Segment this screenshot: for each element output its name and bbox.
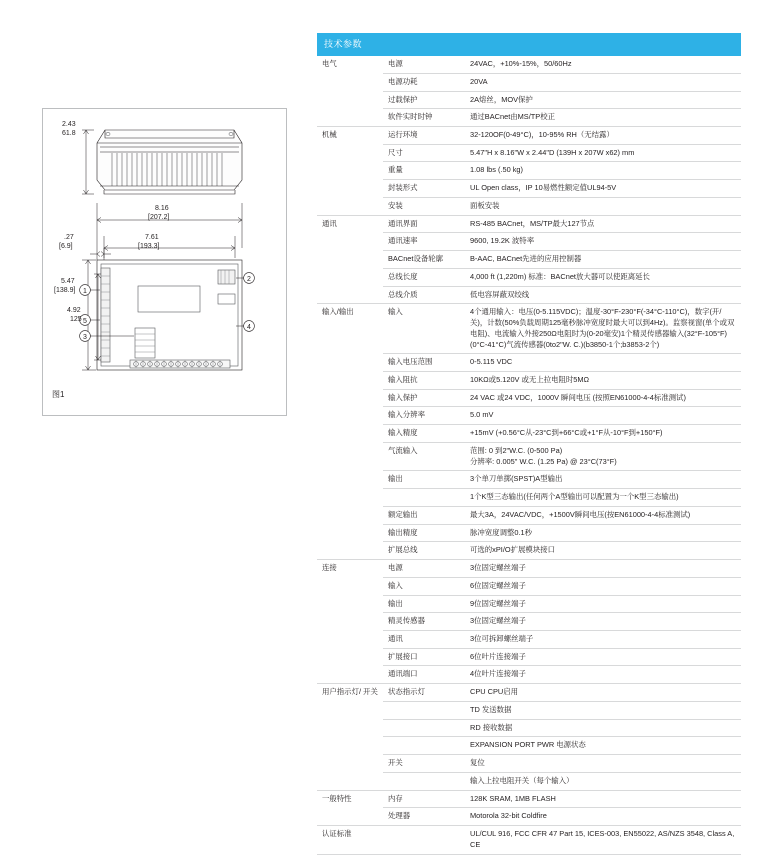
spec-subcategory-cell: 总线长度 bbox=[383, 268, 465, 286]
spec-value-cell: 20VA bbox=[465, 73, 741, 91]
spec-subcategory-cell bbox=[383, 719, 465, 737]
spec-subcategory-cell: 安装 bbox=[383, 197, 465, 215]
spec-value-cell: 10KΩ或5.120V 或无上拉电阻时5MΩ bbox=[465, 372, 741, 390]
spec-category-cell: 通讯 bbox=[317, 215, 383, 304]
spec-value-cell: 32-120OF(0-49°C)，10-95% RH（无结露） bbox=[465, 126, 741, 144]
spec-subcategory-cell: 通讯速率 bbox=[383, 233, 465, 251]
dim-label-138-9: [138.9] bbox=[54, 287, 76, 294]
spec-value-cell: Motorola 32-bit Coldfire bbox=[465, 808, 741, 826]
spec-value-cell: 4,000 ft (1,220m) 标准：BACnet放大器可以使距离延长 bbox=[465, 268, 741, 286]
dim-label-125: 125 bbox=[70, 316, 82, 323]
dim-label-4-92: 4.92 bbox=[67, 307, 81, 314]
spec-value-cell: 3个单刀单掷(SPST)A型输出 bbox=[465, 471, 741, 489]
dim-label-2-43: 2.43 bbox=[62, 121, 76, 128]
spec-subcategory-cell: 输入保护 bbox=[383, 389, 465, 407]
spec-subcategory-cell: 过载保护 bbox=[383, 91, 465, 109]
spec-value-cell: 3位固定螺丝端子 bbox=[465, 560, 741, 578]
spec-subcategory-cell bbox=[383, 772, 465, 790]
spec-value-cell: 1个K型三态输出(任何两个A型输出可以配置为一个K型三态输出) bbox=[465, 489, 741, 507]
spec-subcategory-cell: 输入阻抗 bbox=[383, 372, 465, 390]
dim-small-left bbox=[90, 248, 111, 260]
spec-subcategory-cell bbox=[383, 826, 465, 854]
spec-value-cell: 输入上拉电阻开关（每个输入） bbox=[465, 772, 741, 790]
spec-value-cell: CPU CPU启用 bbox=[465, 684, 741, 702]
spec-subcategory-cell bbox=[383, 737, 465, 755]
table-header-row bbox=[317, 33, 741, 56]
spec-value-cell: 6位固定螺丝端子 bbox=[465, 577, 741, 595]
spec-subcategory-cell: 封装形式 bbox=[383, 180, 465, 198]
spec-value-cell: RD 接收数据 bbox=[465, 719, 741, 737]
spec-subcategory-cell: 通讯端口 bbox=[383, 666, 465, 684]
spec-category-cell: 输入/输出 bbox=[317, 304, 383, 560]
spec-subcategory-cell: 重量 bbox=[383, 162, 465, 180]
spec-subcategory-cell: BACnet设备轮廓 bbox=[383, 251, 465, 269]
spec-subcategory-cell: 通讯界面 bbox=[383, 215, 465, 233]
spec-category-cell: 认证标准 bbox=[317, 826, 383, 854]
svg-text:4: 4 bbox=[247, 324, 251, 331]
spec-value-cell: TD 发送数据 bbox=[465, 701, 741, 719]
spec-value-cell: 2A熔丝，MOV保护 bbox=[465, 91, 741, 109]
spec-subcategory-cell: 气流输入 bbox=[383, 442, 465, 470]
spec-subcategory-cell: 软件实时时钟 bbox=[383, 109, 465, 127]
dim-label-193-3: [193.3] bbox=[138, 243, 160, 250]
table-row bbox=[317, 56, 741, 73]
spec-subcategory-cell: 尺寸 bbox=[383, 144, 465, 162]
dim-height-top bbox=[82, 130, 94, 194]
spec-value-cell: UL Open class，IP 10易燃性额定值UL94-5V bbox=[465, 180, 741, 198]
spec-value-cell: 128K SRAM, 1MB FLASH bbox=[465, 790, 741, 808]
spec-value-cell: +15mV (+0.56°C从-23°C到+66°C或+1°F从-10°F到+150°F) bbox=[465, 425, 741, 443]
dim-label-6-9: [6.9] bbox=[59, 243, 73, 250]
svg-text:5: 5 bbox=[83, 318, 87, 325]
figure-label: 图1 bbox=[52, 390, 65, 399]
spec-value-cell: 低电容屏蔽双绞线 bbox=[465, 286, 741, 304]
svg-text:2: 2 bbox=[247, 276, 251, 283]
table-row bbox=[317, 826, 741, 854]
spec-subcategory-cell: 输入分辨率 bbox=[383, 407, 465, 425]
spec-subcategory-cell: 输入电压范围 bbox=[383, 354, 465, 372]
spec-value-cell: 最大3A，24VAC/VDC，+1500V瞬间电压(按EN61000-4-4标准测试) bbox=[465, 506, 741, 524]
spec-value-cell: 脉冲宽度调整0.1秒 bbox=[465, 524, 741, 542]
spec-value-cell: 范围: 0 到2"W.C. (0-500 Pa) 分辨率: 0.005" W.C. (1.25 Pa) @ 23°C(73°F) bbox=[465, 442, 741, 470]
svg-text:3: 3 bbox=[83, 334, 87, 341]
technical-specifications-table bbox=[317, 33, 741, 855]
dim-label-61-8: 61.8 bbox=[62, 130, 76, 137]
spec-subcategory-cell: 额定输出 bbox=[383, 506, 465, 524]
spec-value-cell: 4位叶片连接端子 bbox=[465, 666, 741, 684]
product-drawing-panel bbox=[42, 108, 289, 418]
front-view-drawing bbox=[97, 260, 242, 370]
spec-value-cell: 5.0 mV bbox=[465, 407, 741, 425]
spec-subcategory-cell: 电源功耗 bbox=[383, 73, 465, 91]
spec-category-cell: 一般特性 bbox=[317, 790, 383, 825]
dim-label-27: .27 bbox=[64, 234, 74, 241]
spec-value-cell: 24 VAC 或24 VDC，1000V 瞬间电压 (按照EN61000-4-4标准测试) bbox=[465, 389, 741, 407]
spec-value-cell: B-AAC, BACnet先进的应用控制器 bbox=[465, 251, 741, 269]
dim-label-5-47b: 5.47 bbox=[61, 278, 75, 285]
spec-value-cell: 0-5.115 VDC bbox=[465, 354, 741, 372]
dim-width-overall bbox=[97, 203, 242, 248]
dim-label-207-2: [207.2] bbox=[148, 214, 170, 221]
spec-category-cell: 用户指示灯/ 开关 bbox=[317, 684, 383, 790]
spec-category-cell: 机械 bbox=[317, 126, 383, 215]
table-row bbox=[317, 684, 741, 702]
spec-subcategory-cell: 输出精度 bbox=[383, 524, 465, 542]
table-row bbox=[317, 790, 741, 808]
table-row bbox=[317, 560, 741, 578]
spec-value-cell: UL/CUL 916, FCC CFR 47 Part 15, ICES-003, EN55022, AS/NZS 3548, Class A, CE bbox=[465, 826, 741, 854]
spec-value-cell: 9600, 19.2K 波特率 bbox=[465, 233, 741, 251]
spec-subcategory-cell: 电源 bbox=[383, 560, 465, 578]
spec-subcategory-cell bbox=[383, 701, 465, 719]
spec-subcategory-cell: 总线介质 bbox=[383, 286, 465, 304]
spec-subcategory-cell: 输入 bbox=[383, 304, 465, 354]
spec-subcategory-cell: 通讯 bbox=[383, 631, 465, 649]
spec-subcategory-cell bbox=[383, 489, 465, 507]
spec-value-cell: RS-485 BACnet，MS/TP最大127节点 bbox=[465, 215, 741, 233]
spec-subcategory-cell: 开关 bbox=[383, 755, 465, 773]
spec-subcategory-cell: 输出 bbox=[383, 471, 465, 489]
spec-value-cell: 可选的xPI/O扩展模块接口 bbox=[465, 542, 741, 560]
table-row bbox=[317, 126, 741, 144]
spec-subcategory-cell: 输出 bbox=[383, 595, 465, 613]
dim-width-inner bbox=[104, 236, 235, 258]
spec-value-cell: 4个通用输入：电压(0-5.115VDC)；温度-30°F-230°F(-34°C-110°C)，数字(开/关)，计数(50%负载周期125毫秒脉冲宽度时最大可以到4Hz)。监察视窗(单个或双电阻)、电流输入外接250Ω电阻时为(0-20毫安)1个精灵传感器输入(32°F-105°F)(0°C-41°C)气流传感器(0to2"W. C.)(b3850-1个;b3853-2个) bbox=[465, 304, 741, 354]
spec-value-cell: 面板安装 bbox=[465, 197, 741, 215]
spec-value-cell: 通过BACnet由MS/TP校正 bbox=[465, 109, 741, 127]
product-line-drawing bbox=[42, 108, 287, 416]
top-view-drawing bbox=[97, 130, 242, 194]
spec-value-cell: 复位 bbox=[465, 755, 741, 773]
spec-subcategory-cell: 内存 bbox=[383, 790, 465, 808]
spec-value-cell: 9位固定螺丝端子 bbox=[465, 595, 741, 613]
spec-value-cell: 5.47"H x 8.16"W x 2.44"D (139H x 207W x62) mm bbox=[465, 144, 741, 162]
spec-value-cell: 6位叶片连接端子 bbox=[465, 648, 741, 666]
table-title: 技术参数 bbox=[317, 33, 741, 56]
dim-label-8-16: 8.16 bbox=[155, 205, 169, 212]
spec-value-cell: 3位可拆卸螺丝端子 bbox=[465, 631, 741, 649]
spec-subcategory-cell: 运行环境 bbox=[383, 126, 465, 144]
spec-subcategory-cell: 扩展接口 bbox=[383, 648, 465, 666]
spec-subcategory-cell: 输入精度 bbox=[383, 425, 465, 443]
table-row bbox=[317, 304, 741, 354]
spec-category-cell: 电气 bbox=[317, 56, 383, 126]
spec-subcategory-cell: 状态指示灯 bbox=[383, 684, 465, 702]
svg-text:1: 1 bbox=[83, 288, 87, 295]
spec-value-cell: EXPANSION PORT PWR 电源状态 bbox=[465, 737, 741, 755]
spec-value-cell: 1.08 lbs (.50 kg) bbox=[465, 162, 741, 180]
dim-label-7-61: 7.61 bbox=[145, 234, 159, 241]
spec-subcategory-cell: 输入 bbox=[383, 577, 465, 595]
spec-value-cell: 3位固定螺丝端子 bbox=[465, 613, 741, 631]
spec-subcategory-cell: 精灵传感器 bbox=[383, 613, 465, 631]
table-row bbox=[317, 215, 741, 233]
spec-category-cell: 连接 bbox=[317, 560, 383, 684]
spec-subcategory-cell: 扩展总线 bbox=[383, 542, 465, 560]
spec-subcategory-cell: 处理器 bbox=[383, 808, 465, 826]
spec-value-cell: 24VAC，+10%-15%，50/60Hz bbox=[465, 56, 741, 73]
spec-subcategory-cell: 电源 bbox=[383, 56, 465, 73]
